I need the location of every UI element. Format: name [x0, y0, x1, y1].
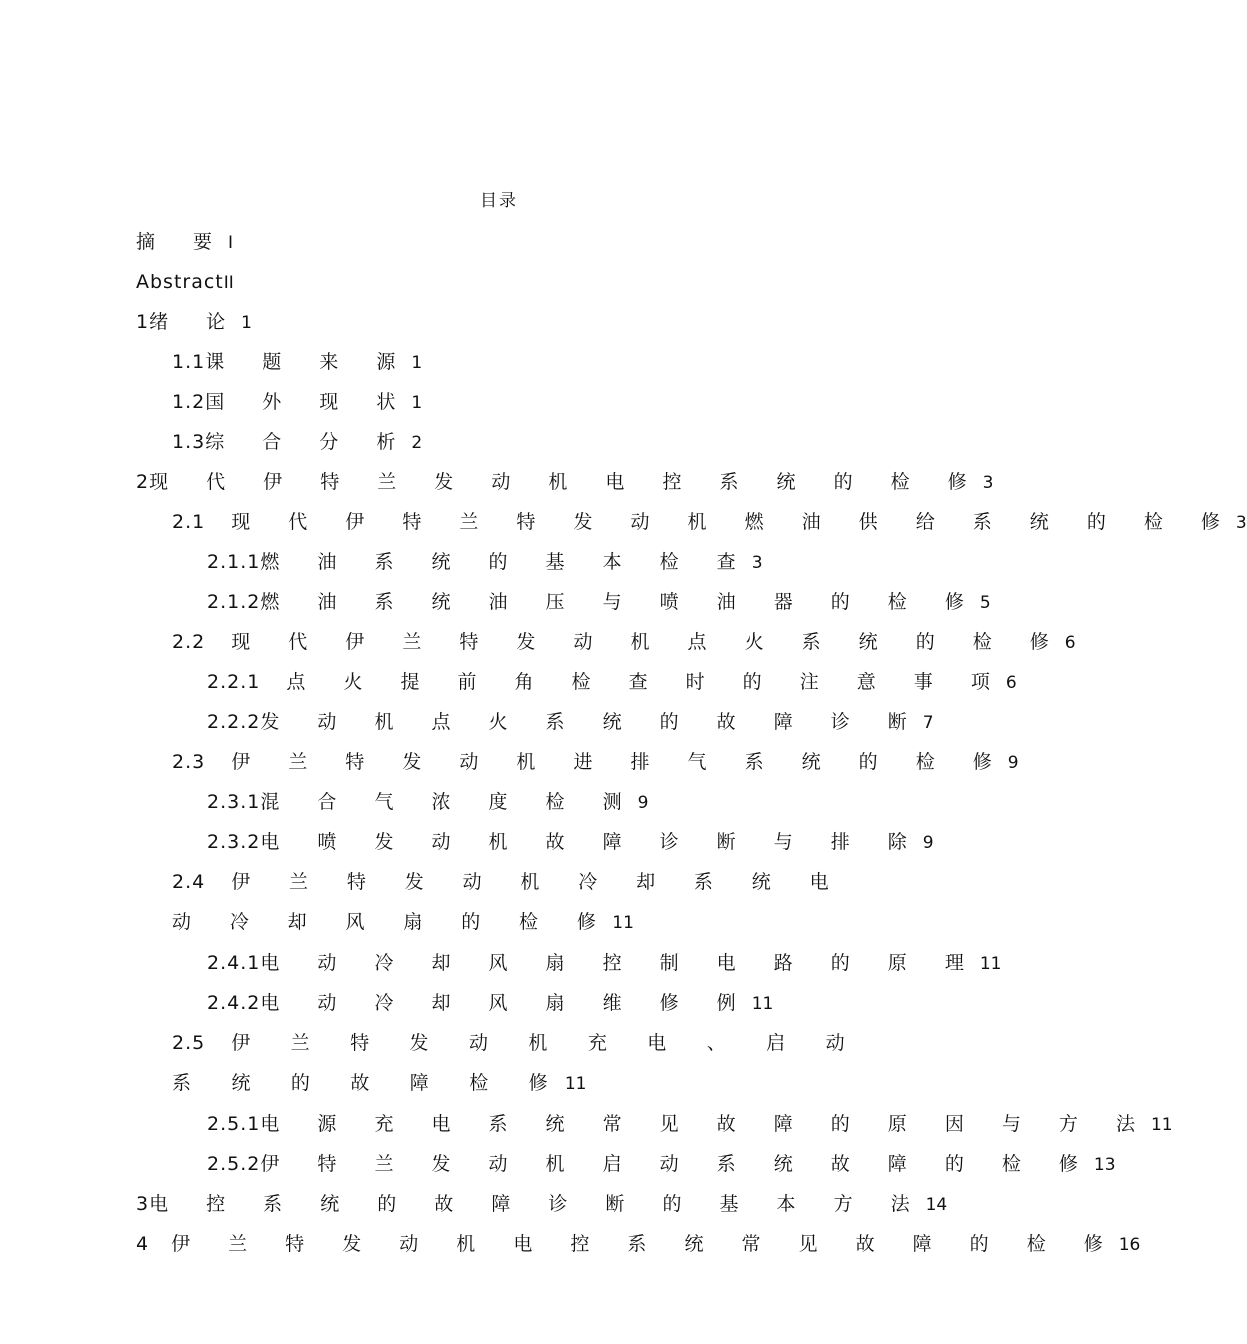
toc-entry-number: 2.4: [172, 871, 206, 893]
toc-entry-page: 16: [1118, 1235, 1141, 1255]
toc-entry-page: 11: [751, 994, 774, 1014]
toc-entry-number: 2.3.1: [207, 791, 261, 813]
toc-entry-number: 3: [136, 1193, 150, 1215]
toc-entry[interactable]: [0, 302, 950, 342]
toc-entry-text: 电 动 冷 却 风 扇 控 制 电 路 的 原 理: [260, 952, 980, 974]
toc-entry-text: 摘 要: [136, 231, 229, 253]
toc-entry-page: 3: [1235, 513, 1247, 533]
toc-entry-text: 点 火 提 前 角 检 查 时 的 注 意 事 项: [286, 671, 1006, 693]
toc-entry-text: 伊 兰 特 发 动 机 冷 却 系 统 电 动 冷 却 风 扇 的 检 修: [172, 871, 846, 933]
toc-entry[interactable]: [0, 462, 994, 502]
toc-entry[interactable]: [0, 1184, 950, 1224]
toc-entry[interactable]: [0, 542, 950, 582]
toc-entry-number: 2.1.2: [207, 591, 261, 613]
toc-entry-number: 1: [136, 311, 150, 333]
toc-entry[interactable]: [0, 742, 1019, 782]
toc-entry-number: 2.2.2: [207, 711, 261, 733]
toc-entry-text: Abstract: [136, 271, 224, 293]
toc-entry[interactable]: [0, 943, 1002, 983]
toc-entry-page: 6: [1005, 673, 1017, 693]
toc-entry[interactable]: [0, 342, 950, 382]
toc-entry-number: 2.1: [172, 511, 206, 533]
toc-entry-number: 1.2: [172, 391, 206, 413]
toc-title: 目录: [480, 191, 518, 211]
toc-entry-text: 现 代 伊 兰 特 发 动 机 点 火 系 统 的 检 修: [231, 631, 1065, 653]
toc-entry-number: 2.5: [172, 1032, 206, 1054]
toc-entry[interactable]: [0, 662, 1017, 702]
toc-entry-text: 综 合 分 析: [205, 431, 412, 453]
toc-entry-number: 2.5.1: [207, 1113, 261, 1135]
toc-entry-text: 燃 油 系 统 油 压 与 喷 油 器 的 检 修: [260, 591, 980, 613]
toc-entry-number: 2.1.1: [207, 551, 261, 573]
toc-entry-text: 伊 兰 特 发 动 机 进 排 气 系 统 的 检 修: [231, 751, 1008, 773]
toc-entry[interactable]: [0, 262, 950, 302]
toc-entry[interactable]: [0, 422, 950, 462]
toc-entry[interactable]: [0, 702, 950, 742]
toc-entry-page: 11: [564, 1074, 587, 1094]
toc-entry[interactable]: [0, 502, 1247, 542]
toc-entry-number: 4: [136, 1233, 150, 1255]
toc-entry-number: 2.4.2: [207, 992, 261, 1014]
toc-entry-number: 2.3.2: [207, 831, 261, 853]
toc-entry-page: 9: [922, 833, 934, 853]
toc-entry-page: 11: [612, 913, 634, 933]
toc-entry-page: 11: [1150, 1115, 1173, 1135]
toc-entry-number: 2.2: [172, 631, 206, 653]
toc-entry[interactable]: [0, 862, 862, 943]
toc-entry-number: 2.4.1: [207, 952, 261, 974]
toc-entry[interactable]: [0, 222, 950, 262]
toc-entry-text: 混 合 气 浓 度 检 测: [260, 791, 638, 813]
toc-entry-page: 13: [1093, 1155, 1116, 1175]
toc-entry-page: 9: [1007, 753, 1019, 773]
toc-entry-text: 电 动 冷 却 风 扇 维 修 例: [260, 992, 752, 1014]
toc-entry-page: 5: [979, 593, 991, 613]
toc-entry-page: I: [228, 233, 234, 253]
toc-entry[interactable]: [0, 822, 950, 862]
toc-entry-number: 2: [136, 471, 150, 493]
toc-entry[interactable]: [0, 1144, 1116, 1184]
toc-entry[interactable]: [0, 582, 991, 622]
toc-entry-page: 7: [922, 713, 934, 733]
table-of-contents: [0, 222, 1247, 1264]
toc-entry-text: 国 外 现 状: [205, 391, 412, 413]
toc-entry-text: 电 源 充 电 系 统 常 见 故 障 的 原 因 与 方 法: [260, 1113, 1151, 1135]
toc-entry-text: 伊 特 兰 发 动 机 启 动 系 统 故 障 的 检 修: [260, 1153, 1094, 1175]
toc-entry[interactable]: [0, 782, 950, 822]
toc-entry-text: 伊 兰 特 发 动 机 电 控 系 统 常 见 故 障 的 检 修: [171, 1233, 1119, 1255]
toc-entry[interactable]: [0, 1104, 1173, 1144]
toc-entry-number: 2.3: [172, 751, 206, 773]
toc-entry[interactable]: [0, 1023, 862, 1104]
toc-entry-text: 现 代 伊 特 兰 发 动 机 电 控 系 统 的 检 修: [149, 471, 983, 493]
toc-entry-text: 电 控 系 统 的 故 障 诊 断 的 基 本 方 法: [149, 1193, 926, 1215]
toc-entry-text: 电 喷 发 动 机 故 障 诊 断 与 排 除: [260, 831, 923, 853]
toc-entry-page: 1: [411, 353, 423, 373]
toc-entry-page: 3: [751, 553, 763, 573]
toc-entry-page: 6: [1064, 633, 1076, 653]
toc-entry[interactable]: [0, 382, 950, 422]
toc-entry-text: 发 动 机 点 火 系 统 的 故 障 诊 断: [260, 711, 923, 733]
toc-entry-text: 绪 论: [149, 311, 242, 333]
toc-entry-page: 3: [982, 473, 994, 493]
toc-entry-text: 课 题 来 源: [205, 351, 412, 373]
toc-entry-page: 11: [979, 954, 1002, 974]
toc-entry-page: 1: [411, 393, 423, 413]
toc-entry-page: 2: [411, 433, 423, 453]
toc-entry-page: 14: [925, 1195, 948, 1215]
toc-entry-number: 2.5.2: [207, 1153, 261, 1175]
toc-entry-number: 1.3: [172, 431, 206, 453]
toc-entry[interactable]: [0, 1224, 1141, 1264]
toc-entry-text: 现 代 伊 特 兰 特 发 动 机 燃 油 供 给 系 统 的 检 修: [231, 511, 1236, 533]
toc-entry-page: II: [223, 273, 234, 293]
toc-entry-number: 1.1: [172, 351, 206, 373]
toc-entry-number: 2.2.1: [207, 671, 261, 693]
toc-entry-text: 伊 兰 特 发 动 机 充 电 、 启 动 系 统 的 故 障 检 修: [172, 1032, 862, 1094]
toc-entry[interactable]: [0, 622, 1076, 662]
toc-entry-page: 1: [241, 313, 252, 333]
toc-entry-page: 9: [637, 793, 649, 813]
toc-entry[interactable]: [0, 983, 950, 1023]
toc-entry-text: 燃 油 系 统 的 基 本 检 查: [260, 551, 752, 573]
